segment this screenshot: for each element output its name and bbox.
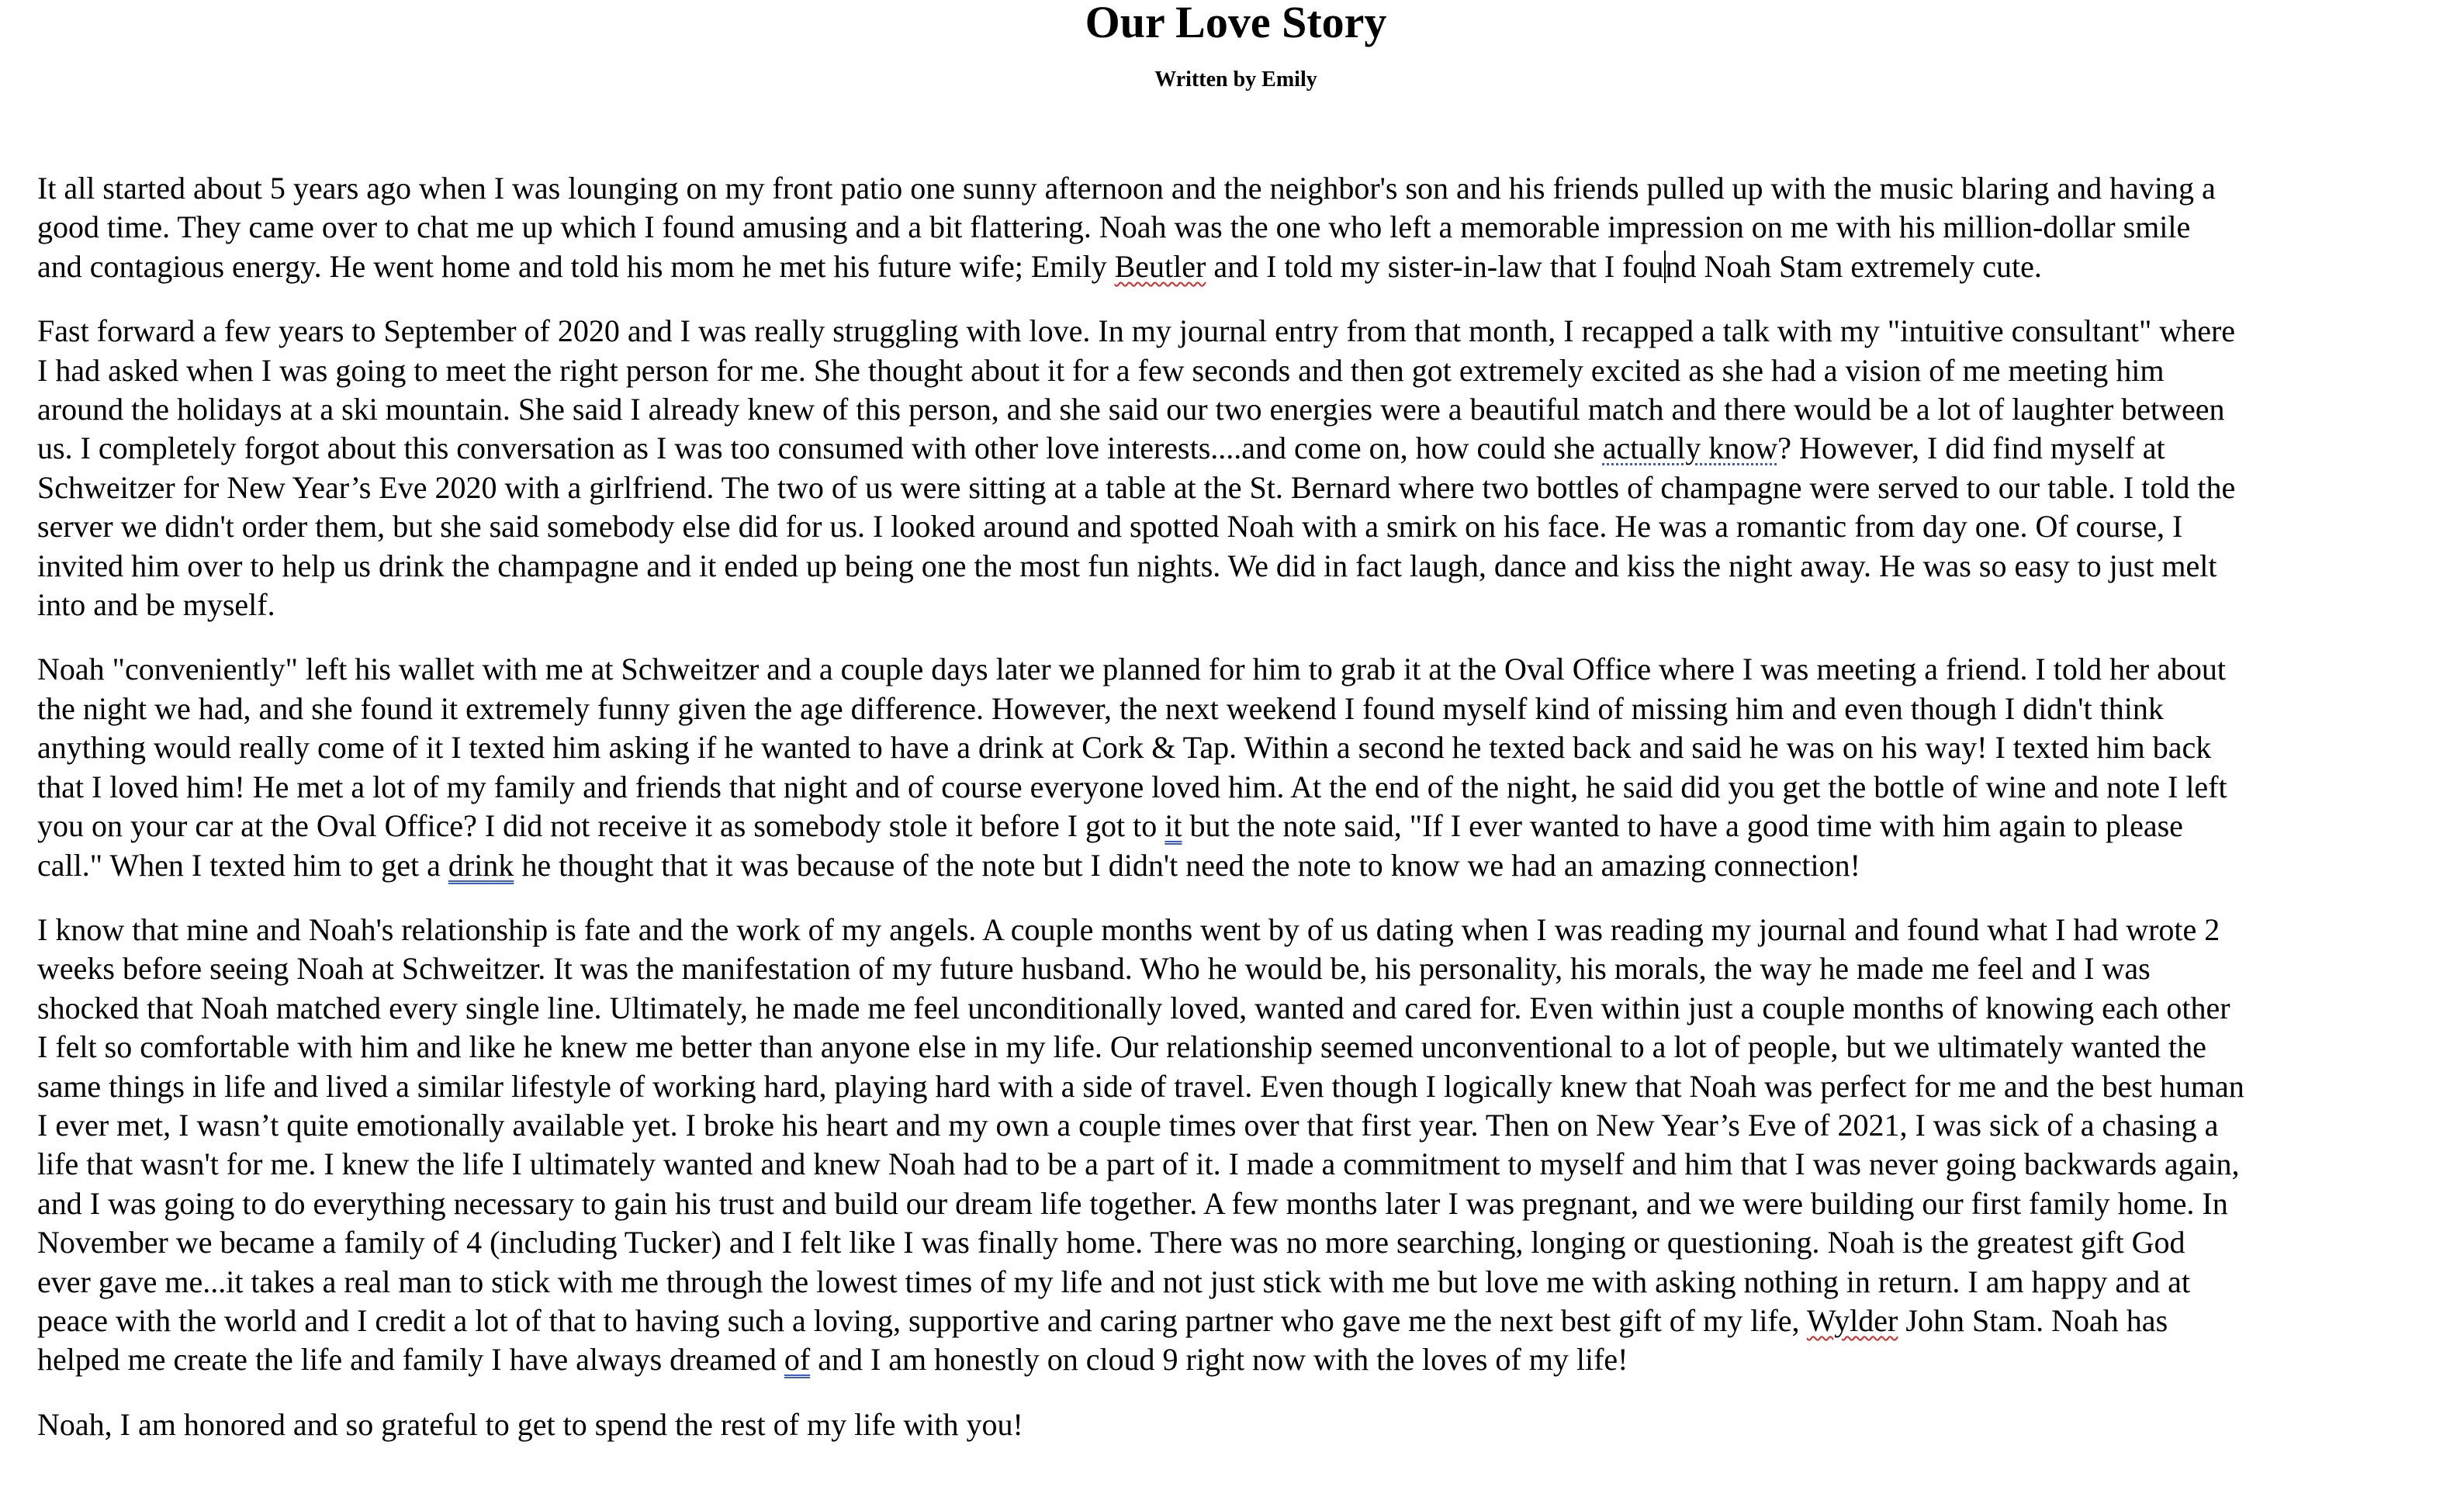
text-line: same things in life and lived a similar lifestyle of working hard, playing hard with a side of travel. Even though I logically knew that Noah was perfect for me and the best human [37, 1068, 2244, 1104]
text-line: us. I completely forgot about this conversation as I was too consumed with other love interests....and come on, how could she actually know? However, I did find myself at [37, 430, 2165, 466]
paragraph-2 [37, 312, 2435, 624]
text-line: It all started about 5 years ago when I was lounging on my front patio one sunny afternoon and the neighbor's son and his friends pulled up with the music blaring and having a [37, 171, 2216, 206]
text-line: I know that mine and Noah's relationship is fate and the work of my angels. A couple months went by of us dating when I was reading my journal and found what I had wrote 2 [37, 911, 2220, 947]
text-line: life that wasn't for me. I knew the life I ultimately wanted and knew Noah had to be a part of it. I made a commitment to myself and him that I was never going backwards again, [37, 1146, 2240, 1182]
text-line: you on your car at the Oval Office? I did not receive it as somebody stole it before I got to it but the note said, "If I ever wanted to have a good time with him again to please [37, 808, 2183, 844]
text-line: peace with the world and I credit a lot of that to having such a loving, supportive and caring partner who gave me the next best gift of my life, Wylder John Stam. Noah has [37, 1302, 2168, 1338]
text-line: the night we had, and she found it extremely funny given the age difference. However, the next weekend I found myself kind of missing him and even though I didn't think [37, 690, 2164, 726]
text-line: that I loved him! He met a lot of my family and friends that night and of course everyone loved him. At the end of the night, he said did you get the bottle of wine and note I left [37, 769, 2227, 804]
grammar-flag[interactable]: it [1165, 808, 1182, 844]
text-line: Schweitzer for New Year’s Eve 2020 with a girlfriend. The two of us were sitting at a table at the St. Bernard where two bottles of champagne were served to our table. I told the [37, 469, 2236, 505]
paragraph-1 [37, 169, 2435, 286]
spelling-flag[interactable]: Beutler [1114, 248, 1206, 284]
text-line: and contagious energy. He went home and told his mom he met his future wife; Emily Beutler and I told my sister-in-law that I found Noah Stam extremely cute. [37, 248, 2042, 284]
paragraph-4 [37, 911, 2435, 1380]
document-body[interactable] [37, 169, 2435, 1444]
text-line: November we became a family of 4 (including Tucker) and I felt like I was finally home. There was no more searching, longing or questioning. Noah is the greatest gift God [37, 1225, 2185, 1260]
grammar-flag[interactable]: of [784, 1342, 811, 1378]
paragraph-5 [37, 1406, 2435, 1444]
document-page[interactable] [37, 0, 2435, 1470]
grammar-flag[interactable]: actually know [1602, 430, 1778, 466]
text-line: Noah "conveniently" left his wallet with me at Schweitzer and a couple days later we planned for him to grab it at the Oval Office where I was meeting a friend. I told her about [37, 652, 2226, 687]
text-line: anything would really come of it I texted him asking if he wanted to have a drink at Cork & Tap. Within a second he texted back and said he was on his way! I texted him back [37, 730, 2212, 766]
text-line: weeks before seeing Noah at Schweitzer. It was the manifestation of my future husband. Who he would be, his personality, his morals, the way he made me feel and I was [37, 951, 2151, 987]
text-line: Noah, I am honored and so grateful to get to spend the rest of my life with you! [37, 1406, 1023, 1442]
spelling-flag[interactable]: Wylder [1806, 1302, 1898, 1338]
text-line: call." When I texted him to get a drink he thought that it was because of the note but I didn't need the note to know we had an amazing connection! [37, 847, 1860, 883]
paragraph-3 [37, 650, 2435, 884]
document-title: Our Love Story [1085, 0, 1387, 47]
document-byline: Written by Emily [1154, 67, 1317, 92]
text-line: around the holidays at a ski mountain. She said I already knew of this person, and she said our two energies were a beautiful match and there would be a lot of laughter between [37, 392, 2225, 427]
text-line: good time. They came over to chat me up which I found amusing and a bit flattering. Noah was the one who left a memorable impression on me with his million-dollar smile [37, 209, 2191, 245]
text-line: and I was going to do everything necessary to gain his trust and build our dream life together. A few months later I was pregnant, and we were building our first family home. In [37, 1185, 2228, 1221]
grammar-flag[interactable]: drink [448, 847, 514, 883]
text-line: helped me create the life and family I have always dreamed of and I am honestly on cloud 9 right now with the loves of my life! [37, 1342, 1628, 1378]
text-line: I had asked when I was going to meet the right person for me. She thought about it for a few seconds and then got extremely excited as she had a vision of me meeting him [37, 352, 2165, 388]
text-line: I felt so comfortable with him and like he knew me better than anyone else in my life. Our relationship seemed unconventional to a lot of people, but we ultimately wanted the [37, 1029, 2206, 1065]
text-line: server we didn't order them, but she said somebody else did for us. I looked around and spotted Noah with a smirk on his face. He was a romantic from day one. Of course, I [37, 509, 2183, 545]
text-line: I ever met, I wasn’t quite emotionally available yet. I broke his heart and my own a couple times over that first year. Then on New Year’s Eve of 2021, I was sick of a chasing a [37, 1107, 2219, 1143]
text-line: invited him over to help us drink the champagne and it ended up being one the most fun nights. We did in fact laugh, dance and kiss the night away. He was so easy to just melt [37, 548, 2217, 583]
text-line: ever gave me...it takes a real man to stick with me through the lowest times of my life and not just stick with me but love me with asking nothing in return. I am happy and at [37, 1264, 2190, 1299]
text-line: Fast forward a few years to September of 2020 and I was really struggling with love. In my journal entry from that month, I recapped a talk with my "intuitive consultant" where [37, 313, 2236, 349]
text-line: shocked that Noah matched every single line. Ultimately, he made me feel unconditionally loved, wanted and cared for. Even within just a couple months of knowing each other [37, 990, 2230, 1025]
text-line: into and be myself. [37, 587, 275, 623]
